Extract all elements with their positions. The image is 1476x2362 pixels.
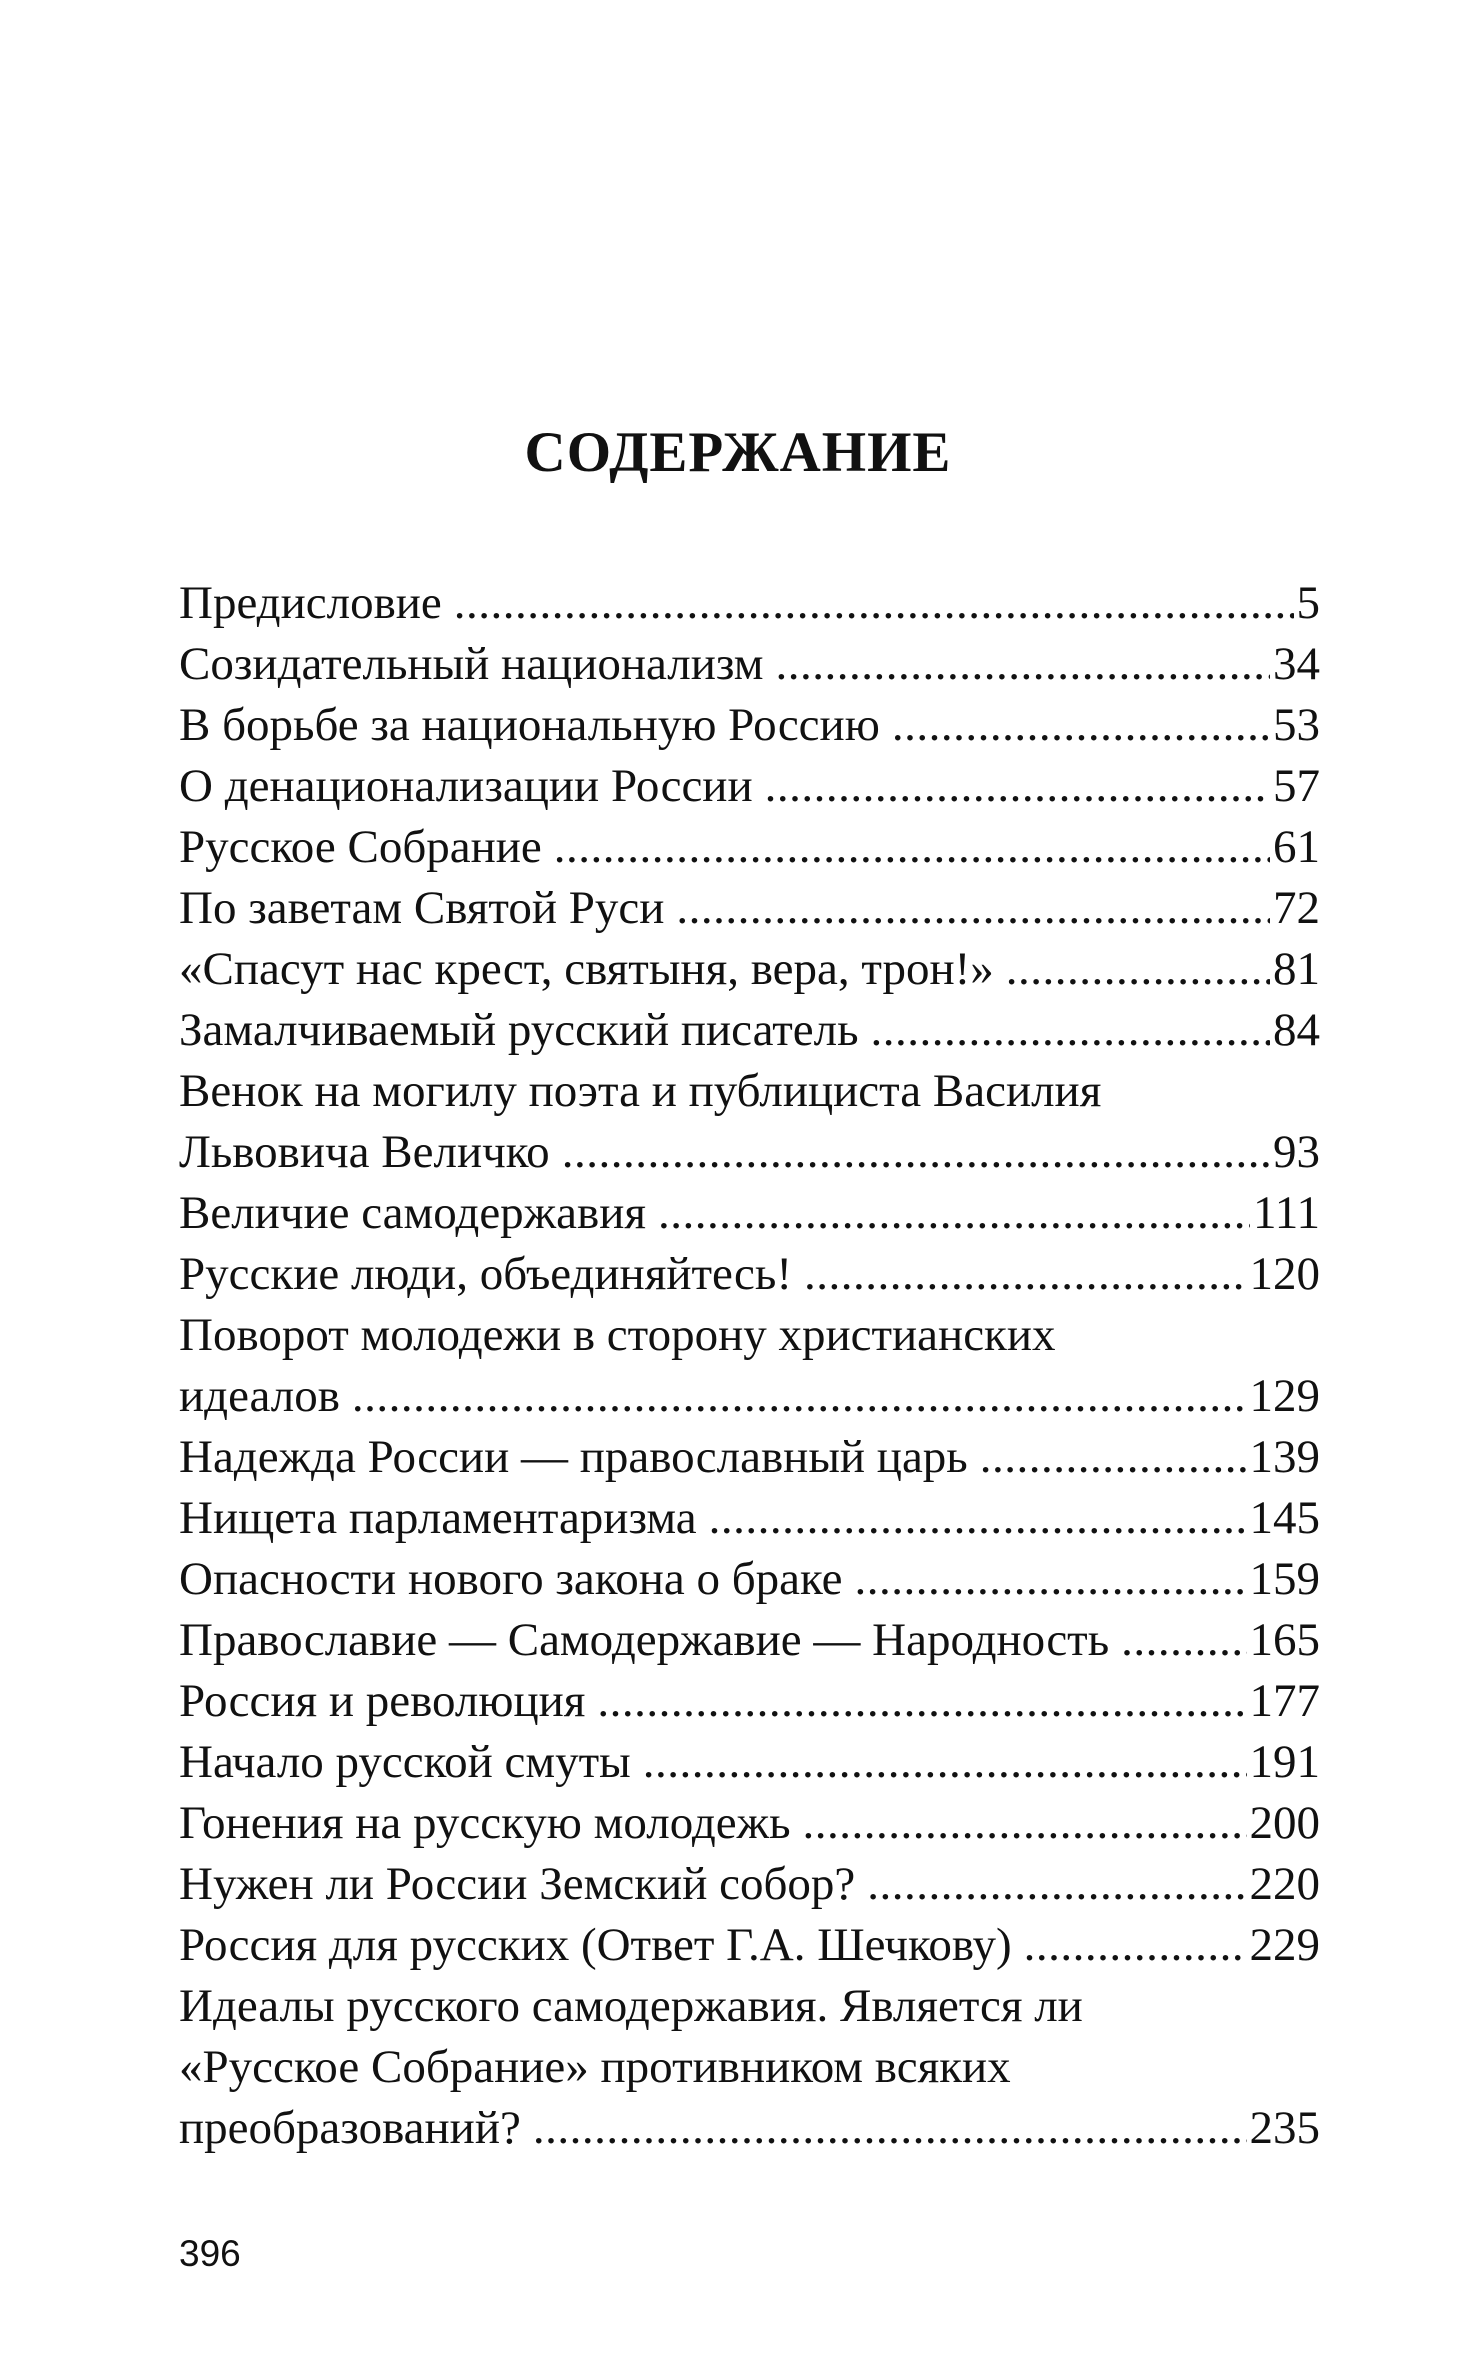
- toc-entry-line: [179, 573, 1320, 634]
- toc-entry-page: 111: [1252, 1187, 1320, 1239]
- toc-entry-line: [179, 1793, 1320, 1854]
- toc-entry-page: 120: [1249, 1248, 1320, 1300]
- dot-leader: [1006, 939, 1270, 1000]
- toc-entry-title: Гонения на русскую молодежь: [179, 1797, 791, 1849]
- toc-entry-page: 165: [1249, 1614, 1320, 1666]
- dot-leader: [776, 634, 1270, 695]
- toc-entry-page: 191: [1249, 1736, 1320, 1788]
- toc-entry-line: [179, 1671, 1320, 1732]
- dot-leader: [892, 695, 1270, 756]
- dot-leader: [658, 1183, 1250, 1244]
- toc-entry[interactable]: [179, 1244, 1320, 1305]
- toc-entry-page: 57: [1273, 760, 1320, 812]
- toc-entry-title: преобразований?: [179, 2102, 521, 2154]
- toc-entry-title: Православие — Самодержавие — Народность: [179, 1614, 1110, 1666]
- toc-entry-title: идеалов: [179, 1370, 340, 1422]
- toc-entry-line: [179, 1122, 1320, 1183]
- dot-leader: [855, 1549, 1247, 1610]
- toc-entry[interactable]: [179, 1793, 1320, 1854]
- dot-leader: [804, 1244, 1247, 1305]
- dot-leader: [597, 1671, 1246, 1732]
- toc-entry-line: [179, 1000, 1320, 1061]
- toc-entry[interactable]: [179, 1732, 1320, 1793]
- toc-entry-page: 145: [1249, 1492, 1320, 1544]
- toc-entry-line: [179, 817, 1320, 878]
- toc-entry-page: 72: [1273, 882, 1320, 934]
- dot-leader: [454, 573, 1294, 634]
- toc-entry-line: [179, 1183, 1320, 1244]
- toc-entry-page: 34: [1273, 638, 1320, 690]
- dot-leader: [352, 1366, 1247, 1427]
- toc-entry-page: 53: [1273, 699, 1320, 751]
- toc-entry-page: 177: [1249, 1675, 1320, 1727]
- toc-entry[interactable]: [179, 817, 1320, 878]
- dot-leader: [803, 1793, 1247, 1854]
- toc-entry-page: 5: [1296, 577, 1320, 629]
- dot-leader: [765, 756, 1270, 817]
- toc-entry-page: 229: [1249, 1919, 1320, 1971]
- toc-entry-page: 93: [1273, 1126, 1320, 1178]
- toc-entry-title: Предисловие: [179, 577, 442, 629]
- toc-entry-title: Россия и революция: [179, 1675, 586, 1727]
- toc-entry-title: Опасности нового закона о браке: [179, 1553, 843, 1605]
- dot-leader: [980, 1427, 1247, 1488]
- toc-entry-page: 200: [1249, 1797, 1320, 1849]
- toc-entry-title: Русские люди, объединяйтесь!: [179, 1248, 792, 1300]
- toc-entry-page: 81: [1273, 943, 1320, 995]
- toc-entry-title: Начало русской смуты: [179, 1736, 631, 1788]
- dot-leader: [867, 1854, 1246, 1915]
- toc-entry[interactable]: [179, 1610, 1320, 1671]
- toc-entry[interactable]: [179, 1671, 1320, 1732]
- toc-entry-line: [179, 695, 1320, 756]
- toc-entry-title: Львовича Величко: [179, 1126, 550, 1178]
- toc-entry-title: Русское Собрание: [179, 821, 542, 873]
- toc-entry-line: [179, 1854, 1320, 1915]
- toc-entry-line: [179, 2098, 1320, 2159]
- dot-leader: [533, 2098, 1247, 2159]
- toc-entry-title-line: Идеалы русского самодержавия. Является ли: [179, 1980, 1083, 2032]
- table-of-contents: [179, 573, 1320, 2159]
- toc-entry-line: [179, 939, 1320, 1000]
- toc-entry[interactable]: [179, 634, 1320, 695]
- toc-entry-title: «Спасут нас крест, святыня, вера, трон!»: [179, 943, 994, 995]
- toc-entry-line: [179, 878, 1320, 939]
- dot-leader: [1121, 1610, 1246, 1671]
- toc-entry-title: Россия для русских (Ответ Г.А. Шечкову): [179, 1919, 1012, 1971]
- toc-entry[interactable]: [179, 1427, 1320, 1488]
- toc-entry-line: [179, 1915, 1320, 1976]
- toc-entry-page: 235: [1249, 2102, 1320, 2154]
- toc-entry[interactable]: [179, 573, 1320, 634]
- toc-entry-page: 84: [1273, 1004, 1320, 1056]
- toc-entry[interactable]: [179, 1854, 1320, 1915]
- toc-entry-title: О денационализации России: [179, 760, 753, 812]
- toc-entry-line: [179, 634, 1320, 695]
- page-title: СОДЕРЖАНИЕ: [524, 421, 952, 484]
- toc-entry-line: [179, 1610, 1320, 1671]
- toc-entry[interactable]: [179, 878, 1320, 939]
- toc-entry[interactable]: [179, 1000, 1320, 1061]
- toc-entry-page: 61: [1273, 821, 1320, 873]
- toc-entry[interactable]: [179, 1915, 1320, 1976]
- toc-entry[interactable]: [179, 756, 1320, 817]
- toc-entry-line: [179, 1488, 1320, 1549]
- toc-entry-title: Замалчиваемый русский писатель: [179, 1004, 859, 1056]
- toc-entry[interactable]: [179, 1061, 1320, 1183]
- toc-entry-title: По заветам Святой Руси: [179, 882, 665, 934]
- toc-entry-title: Величие самодержавия: [179, 1187, 646, 1239]
- toc-entry-title-line: Поворот молодежи в сторону христианских: [179, 1309, 1056, 1361]
- toc-entry-page: 159: [1249, 1553, 1320, 1605]
- toc-entry-title: Нищета парламентаризма: [179, 1492, 697, 1544]
- toc-entry-title: Созидательный национализм: [179, 638, 764, 690]
- toc-entry-title-line: Венок на могилу поэта и публициста Василия: [179, 1065, 1102, 1117]
- toc-entry[interactable]: [179, 695, 1320, 756]
- toc-entry-line: [179, 1366, 1320, 1427]
- dot-leader: [1024, 1915, 1247, 1976]
- toc-entry-page: 220: [1249, 1858, 1320, 1910]
- dot-leader: [643, 1732, 1247, 1793]
- toc-entry-line: [179, 1732, 1320, 1793]
- dot-leader: [562, 1122, 1270, 1183]
- toc-entry-line: [179, 1549, 1320, 1610]
- toc-entry[interactable]: [179, 1549, 1320, 1610]
- toc-entry-line: [179, 1244, 1320, 1305]
- toc-entry-title: Надежда России — православный царь: [179, 1431, 968, 1483]
- toc-entry[interactable]: [179, 1183, 1320, 1244]
- toc-entry-line: [179, 756, 1320, 817]
- toc-entry-title: Нужен ли России Земский собор?: [179, 1858, 856, 1910]
- toc-entry-page: 129: [1249, 1370, 1320, 1422]
- toc-entry[interactable]: [179, 1305, 1320, 1427]
- dot-leader: [676, 878, 1270, 939]
- toc-entry[interactable]: [179, 1976, 1320, 2159]
- toc-entry-title: В борьбе за национальную Россию: [179, 699, 880, 751]
- dot-leader: [709, 1488, 1247, 1549]
- toc-entry-page: 139: [1249, 1431, 1320, 1483]
- toc-entry-line: [179, 1427, 1320, 1488]
- dot-leader: [554, 817, 1270, 878]
- toc-entry[interactable]: [179, 1488, 1320, 1549]
- toc-entry[interactable]: [179, 939, 1320, 1000]
- page-number: 396: [179, 2233, 241, 2274]
- toc-entry-title-line: «Русское Собрание» противником всяких: [179, 2041, 1011, 2093]
- dot-leader: [871, 1000, 1270, 1061]
